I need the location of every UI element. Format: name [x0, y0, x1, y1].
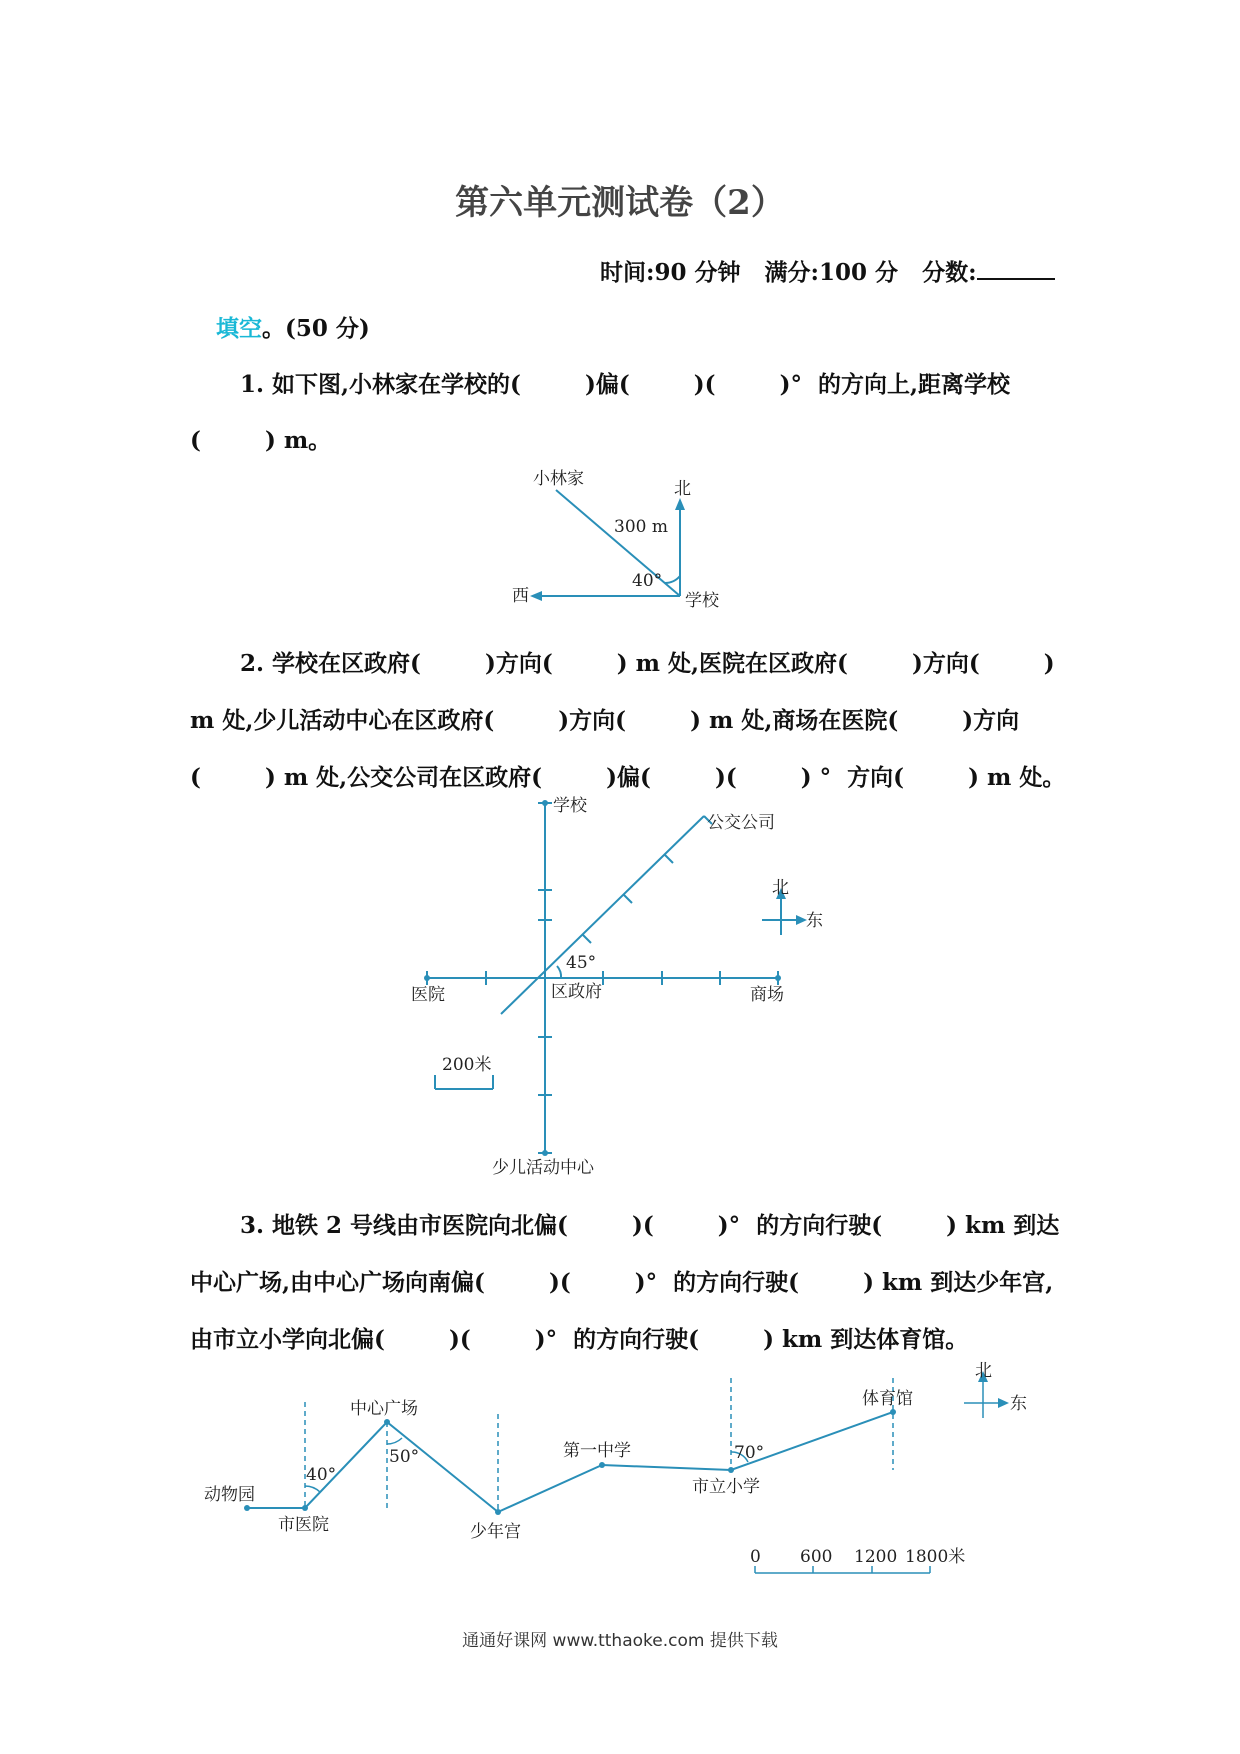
q2-mall-label: 商场 [750, 985, 784, 1005]
q3-compass-east-arrow [998, 1398, 1009, 1408]
q3-scale-1200: 1200 [854, 1547, 898, 1567]
q3-route [247, 1412, 893, 1512]
q3-center-label: 中心广场 [350, 1399, 418, 1419]
full-score: 满分:100 分 [764, 259, 899, 286]
section-points: 。(50 分) [262, 315, 370, 342]
q2-line2: m 处,少儿活动中心在区政府( )方向( ) m 处,商场在医院( )方向 [190, 707, 1020, 734]
q2-scale-label: 200米 [442, 1055, 492, 1075]
q1-angle-label: 40° [632, 571, 663, 591]
q2-bus-label: 公交公司 [707, 813, 775, 833]
q3-youth-label: 少年宫 [470, 1522, 521, 1542]
q2-gov-label: 区政府 [551, 982, 602, 1002]
q3-primary-label: 市立小学 [692, 1477, 760, 1497]
q2-north-label: 北 [772, 878, 789, 898]
q1-north-label: 北 [674, 479, 691, 499]
q2-children-label: 少儿活动中心 [492, 1158, 594, 1178]
q3-line1: 3. 地铁 2 号线由市医院向北偏( )( )° 的方向行驶( ) km 到达 [240, 1212, 1060, 1239]
q3-arc-40 [305, 1486, 320, 1492]
q2-line1: 2. 学校在区政府( )方向( ) m 处,医院在区政府( )方向( ) [240, 650, 1055, 677]
q1-distance-label: 300 m [614, 517, 668, 537]
q3-east-label: 东 [1010, 1394, 1027, 1414]
q2-line3: ( ) m 处,公交公司在区政府( )偏( )( ) ° 方向( ) m 处。 [190, 764, 1066, 791]
section-name: 填空 [216, 315, 262, 342]
q1-home-label: 小林家 [533, 469, 584, 489]
score-label: 分数: [922, 259, 977, 286]
q3-angle-70: 70° [734, 1443, 765, 1463]
q1-line2: ( ) m。 [190, 427, 332, 454]
q3-angle-40: 40° [306, 1465, 337, 1485]
q2-school-label: 学校 [553, 796, 587, 816]
q3-scale-600: 600 [800, 1547, 833, 1567]
q2-east-label: 东 [806, 911, 823, 931]
q1-west-label: 西 [512, 586, 529, 606]
q3-scale-1800: 1800米 [905, 1547, 966, 1567]
page-title: 第六单元测试卷（2） [455, 183, 785, 223]
page-footer: 通通好课网 www.tthaoke.com 提供下载 [462, 1631, 778, 1651]
q3-angle-50: 50° [389, 1447, 420, 1467]
q3-scale-0: 0 [750, 1547, 761, 1567]
q3-stations [244, 1409, 896, 1515]
q3-hospital-label: 市医院 [278, 1515, 329, 1535]
q2-hospital-label: 医院 [411, 985, 445, 1005]
time-limit: 时间:90 分钟 [600, 259, 741, 286]
q3-arc-50 [387, 1438, 402, 1444]
q2-angle-label: 45° [566, 953, 597, 973]
q3-line3: 由市立小学向北偏( )( )° 的方向行驶( ) km 到达体育馆。 [190, 1326, 969, 1353]
q3-gym-label: 体育馆 [862, 1389, 913, 1409]
q3-middle-label: 第一中学 [563, 1441, 631, 1461]
q1-line1: 1. 如下图,小林家在学校的( )偏( )( )° 的方向上,距离学校 [240, 371, 1011, 398]
q3-north-label: 北 [975, 1361, 992, 1381]
q1-school-label: 学校 [685, 591, 719, 611]
q3-line2: 中心广场,由中心广场向南偏( )( )° 的方向行驶( ) km 到达少年宫, [190, 1269, 1054, 1296]
q3-zoo-label: 动物园 [204, 1485, 255, 1505]
